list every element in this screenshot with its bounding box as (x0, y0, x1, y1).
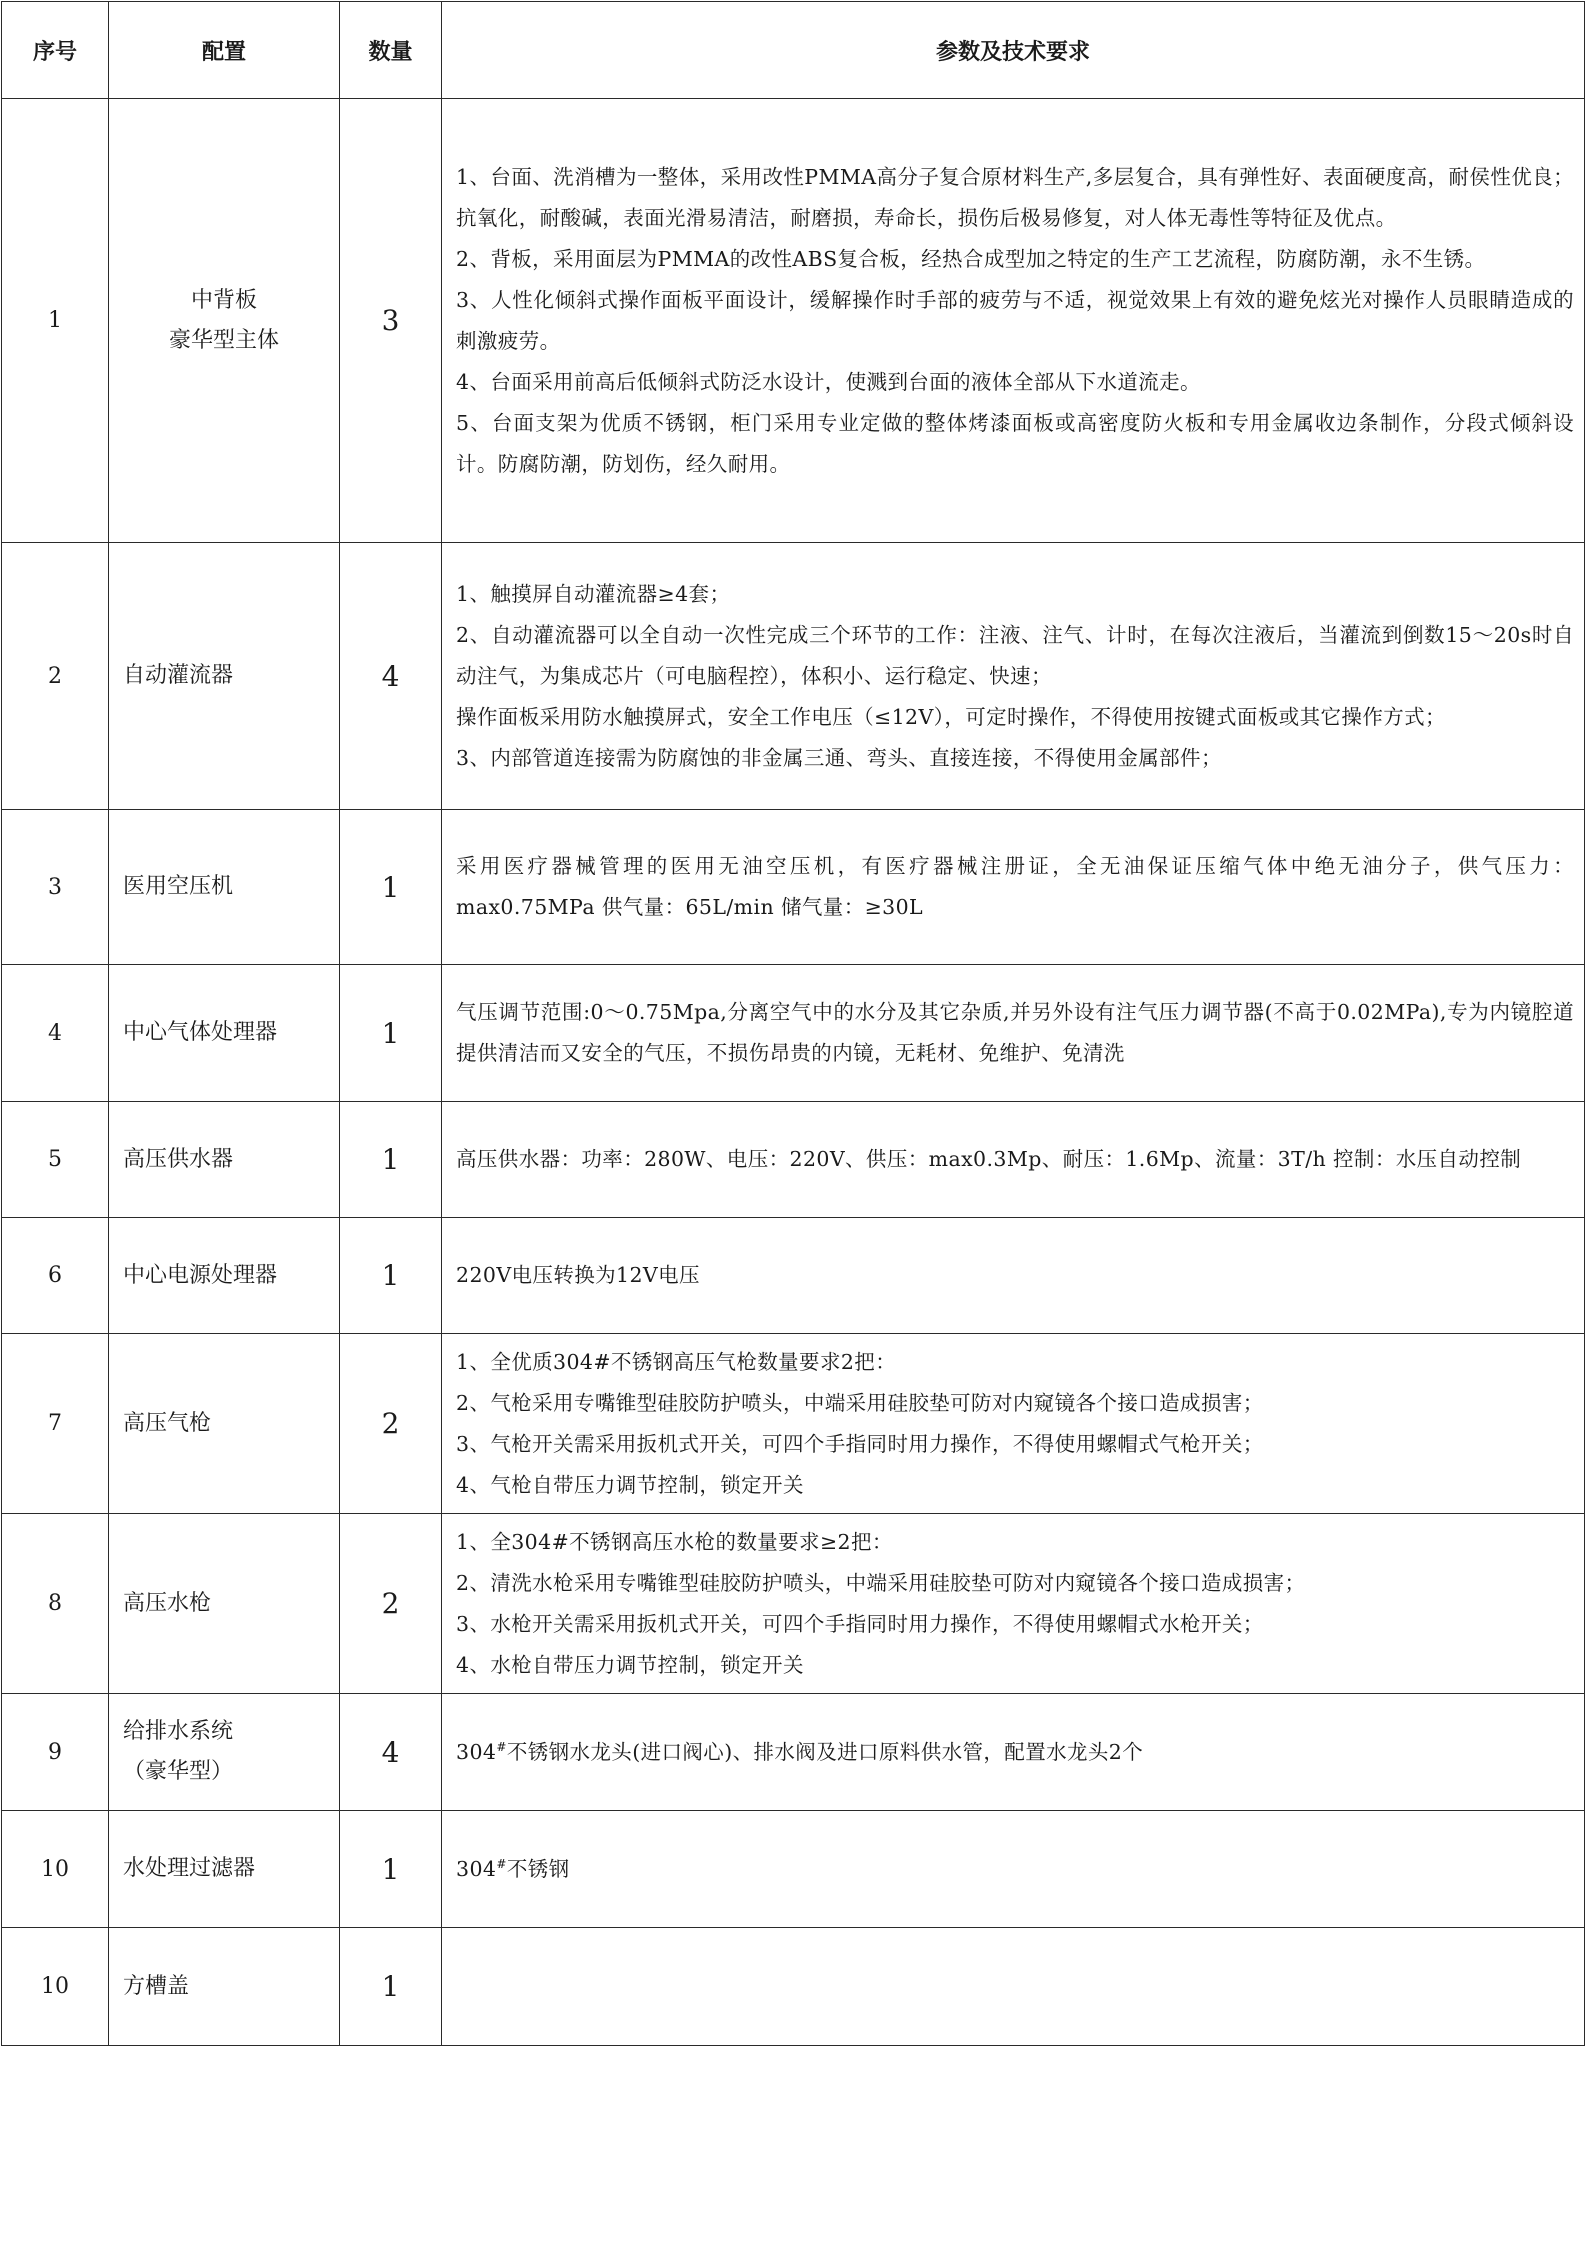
req-line: 气压调节范围:0～0.75Mpa,分离空气中的水分及其它杂质,并另外设有注气压力调节器(不高于0.02MPa),专为内镜腔道提供清洁而又安全的气压，不损伤昂贵的内镜，无耗材、免维护、免清洗 (456, 1000, 1574, 1065)
table-row (2, 1334, 1585, 1514)
row-qty: 2 (340, 1334, 442, 1514)
req-line: 3、气枪开关需采用扳机式开关，可四个手指同时用力操作，不得使用螺帽式气枪开关； (456, 1431, 1264, 1456)
table-row (2, 1102, 1585, 1218)
req-line: 1、台面、洗消槽为一整体，采用改性PMMA高分子复合原材料生产,多层复合，具有弹性好、表面硬度高，耐侯性优良；抗氧化，耐酸碱，表面光滑易清洁，耐磨损，寿命长，损伤后极易修复，对人体无毒性等特征及优点。 (456, 164, 1574, 230)
row-requirements (442, 965, 1585, 1102)
config-line: 给排水系统 (123, 1719, 234, 1744)
table-row (2, 1514, 1585, 1694)
config-line: 中背板 (190, 287, 257, 313)
row-no: 1 (2, 99, 109, 543)
row-qty: 1 (340, 965, 442, 1102)
row-config (109, 99, 340, 543)
row-no: 10 (2, 1928, 109, 2046)
req-suffix: 不锈钢 (506, 1856, 570, 1881)
row-no: 6 (2, 1218, 109, 1334)
config-line: 豪华型主体 (168, 327, 279, 353)
req-line: 1、全304#不锈钢高压水枪的数量要求≥2把： (456, 1529, 893, 1554)
row-requirements (442, 1102, 1585, 1218)
req-line: 3、水枪开关需采用扳机式开关，可四个手指同时用力操作，不得使用螺帽式水枪开关； (456, 1611, 1264, 1636)
req-line: 4、水枪自带压力调节控制，锁定开关 (456, 1652, 804, 1677)
req-line: 4、台面采用前高后低倾斜式防泛水设计，使溅到台面的液体全部从下水道流走。 (456, 369, 1201, 394)
row-config: 方槽盖 (109, 1928, 340, 2046)
req-line: 操作面板采用防水触摸屏式，安全工作电压（≤12V），可定时操作，不得使用按键式面板或其它操作方式； (456, 704, 1446, 729)
row-no: 4 (2, 965, 109, 1102)
row-config: 高压气枪 (109, 1334, 340, 1514)
row-qty: 4 (340, 543, 442, 810)
row-no: 9 (2, 1694, 109, 1811)
row-qty: 1 (340, 1928, 442, 2046)
req-line (456, 1732, 1574, 1773)
row-requirements (442, 99, 1585, 543)
row-config: 水处理过滤器 (109, 1811, 340, 1928)
row-no: 5 (2, 1102, 109, 1218)
table-row (2, 1928, 1585, 2046)
row-no: 8 (2, 1514, 109, 1694)
req-line: 5、台面支架为优质不锈钢，柜门采用专业定做的整体烤漆面板或高密度防火板和专用金属收边条制作，分段式倾斜设计。防腐防潮，防划伤，经久耐用。 (456, 410, 1574, 476)
row-config (109, 1694, 340, 1811)
row-qty: 1 (340, 1102, 442, 1218)
header-row (2, 2, 1585, 99)
row-config: 中心气体处理器 (109, 965, 340, 1102)
req-suffix: 不锈钢水龙头(进口阀心)、排水阀及进口原料供水管，配置水龙头2个 (506, 1739, 1144, 1764)
req-prefix: 304 (456, 1739, 497, 1764)
req-line: 1、全优质304#不锈钢高压气枪数量要求2把： (456, 1349, 897, 1374)
header-req: 参数及技术要求 (442, 2, 1585, 99)
req-line: 2、自动灌流器可以全自动一次性完成三个环节的工作：注液、注气、计时，在每次注液后，当灌流到倒数15～20s时自动注气，为集成芯片（可电脑程控），体积小、运行稳定、快速； (456, 622, 1574, 688)
row-requirements (442, 543, 1585, 810)
table-row (2, 965, 1585, 1102)
config-line: （豪华型） (123, 1759, 234, 1784)
req-superscript: # (496, 1856, 507, 1871)
row-no: 2 (2, 543, 109, 810)
row-requirements (442, 1694, 1585, 1811)
row-requirements (442, 1928, 1585, 2046)
table-row (2, 1694, 1585, 1811)
req-line: 3、内部管道连接需为防腐蚀的非金属三通、弯头、直接连接，不得使用金属部件； (456, 745, 1222, 770)
row-config: 中心电源处理器 (109, 1218, 340, 1334)
row-requirements (442, 1811, 1585, 1928)
row-qty: 1 (340, 1811, 442, 1928)
row-config: 医用空压机 (109, 810, 340, 965)
req-line: 2、背板，采用面层为PMMA的改性ABS复合板，经热合成型加之特定的生产工艺流程，防腐防潮，永不生锈。 (456, 246, 1486, 271)
req-superscript: # (496, 1739, 507, 1754)
row-no: 10 (2, 1811, 109, 1928)
spec-table (1, 1, 1585, 2046)
table-row (2, 1811, 1585, 1928)
row-no: 7 (2, 1334, 109, 1514)
req-line: 1、触摸屏自动灌流器≥4套； (456, 581, 731, 606)
header-config: 配置 (109, 2, 340, 99)
row-config: 高压水枪 (109, 1514, 340, 1694)
row-requirements (442, 1218, 1585, 1334)
row-requirements (442, 1334, 1585, 1514)
req-prefix: 304 (456, 1856, 497, 1881)
row-qty: 3 (340, 99, 442, 543)
row-requirements (442, 810, 1585, 965)
req-line: 4、气枪自带压力调节控制，锁定开关 (456, 1472, 804, 1497)
req-line (456, 1849, 1574, 1890)
row-qty: 1 (340, 810, 442, 965)
req-line: 3、人性化倾斜式操作面板平面设计，缓解操作时手部的疲劳与不适，视觉效果上有效的避免炫光对操作人员眼睛造成的刺激疲劳。 (456, 287, 1574, 353)
row-qty: 1 (340, 1218, 442, 1334)
req-line: 220V电压转换为12V电压 (456, 1263, 700, 1287)
req-line: 采用医疗器械管理的医用无油空压机，有医疗器械注册证，全无油保证压缩气体中绝无油分子，供气压力：max0.75MPa 供气量：65L/min 储气量：≥30L (456, 854, 1574, 919)
table-row (2, 810, 1585, 965)
header-no: 序号 (2, 2, 109, 99)
req-line: 2、气枪采用专嘴锥型硅胶防护喷头，中端采用硅胶垫可防对内窥镜各个接口造成损害； (456, 1390, 1264, 1415)
req-line: 2、清洗水枪采用专嘴锥型硅胶防护喷头，中端采用硅胶垫可防对内窥镜各个接口造成损害； (456, 1570, 1306, 1595)
table-row (2, 99, 1585, 543)
row-qty: 4 (340, 1694, 442, 1811)
row-config: 自动灌流器 (109, 543, 340, 810)
row-requirements (442, 1514, 1585, 1694)
row-config: 高压供水器 (109, 1102, 340, 1218)
row-qty: 2 (340, 1514, 442, 1694)
table-row (2, 543, 1585, 810)
row-no: 3 (2, 810, 109, 965)
req-line: 高压供水器：功率：280W、电压：220V、供压：max0.3Mp、耐压：1.6Mp、流量：3T/h 控制：水压自动控制 (456, 1147, 1522, 1171)
header-qty: 数量 (340, 2, 442, 99)
table-row (2, 1218, 1585, 1334)
